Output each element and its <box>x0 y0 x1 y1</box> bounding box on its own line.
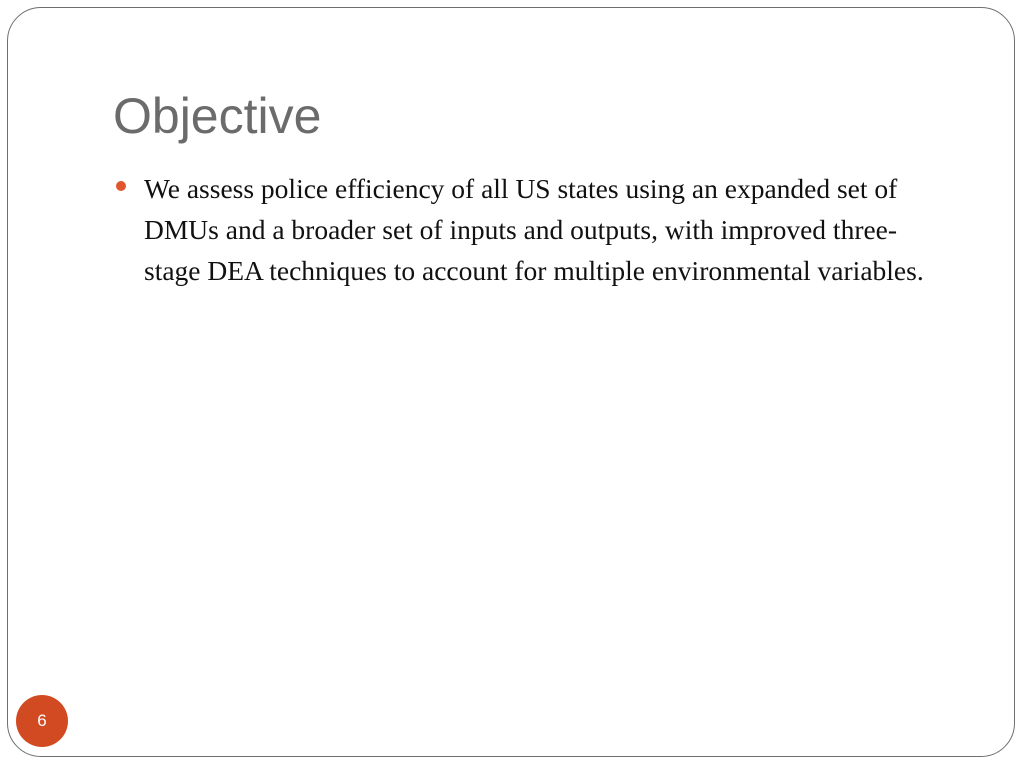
slide-title: Objective <box>113 88 322 144</box>
bullet-item <box>116 168 936 291</box>
slide-number: 6 <box>37 711 47 730</box>
bullet-marker-icon <box>116 181 126 191</box>
bullet-list <box>116 168 936 291</box>
slide-number-badge <box>16 695 68 747</box>
bullet-text: We assess police efficiency of all US states using an expanded set of DMUs and a broader set of inputs and outputs, with improved three-stage DEA techniques to account for multiple environmental variables. <box>144 173 924 286</box>
